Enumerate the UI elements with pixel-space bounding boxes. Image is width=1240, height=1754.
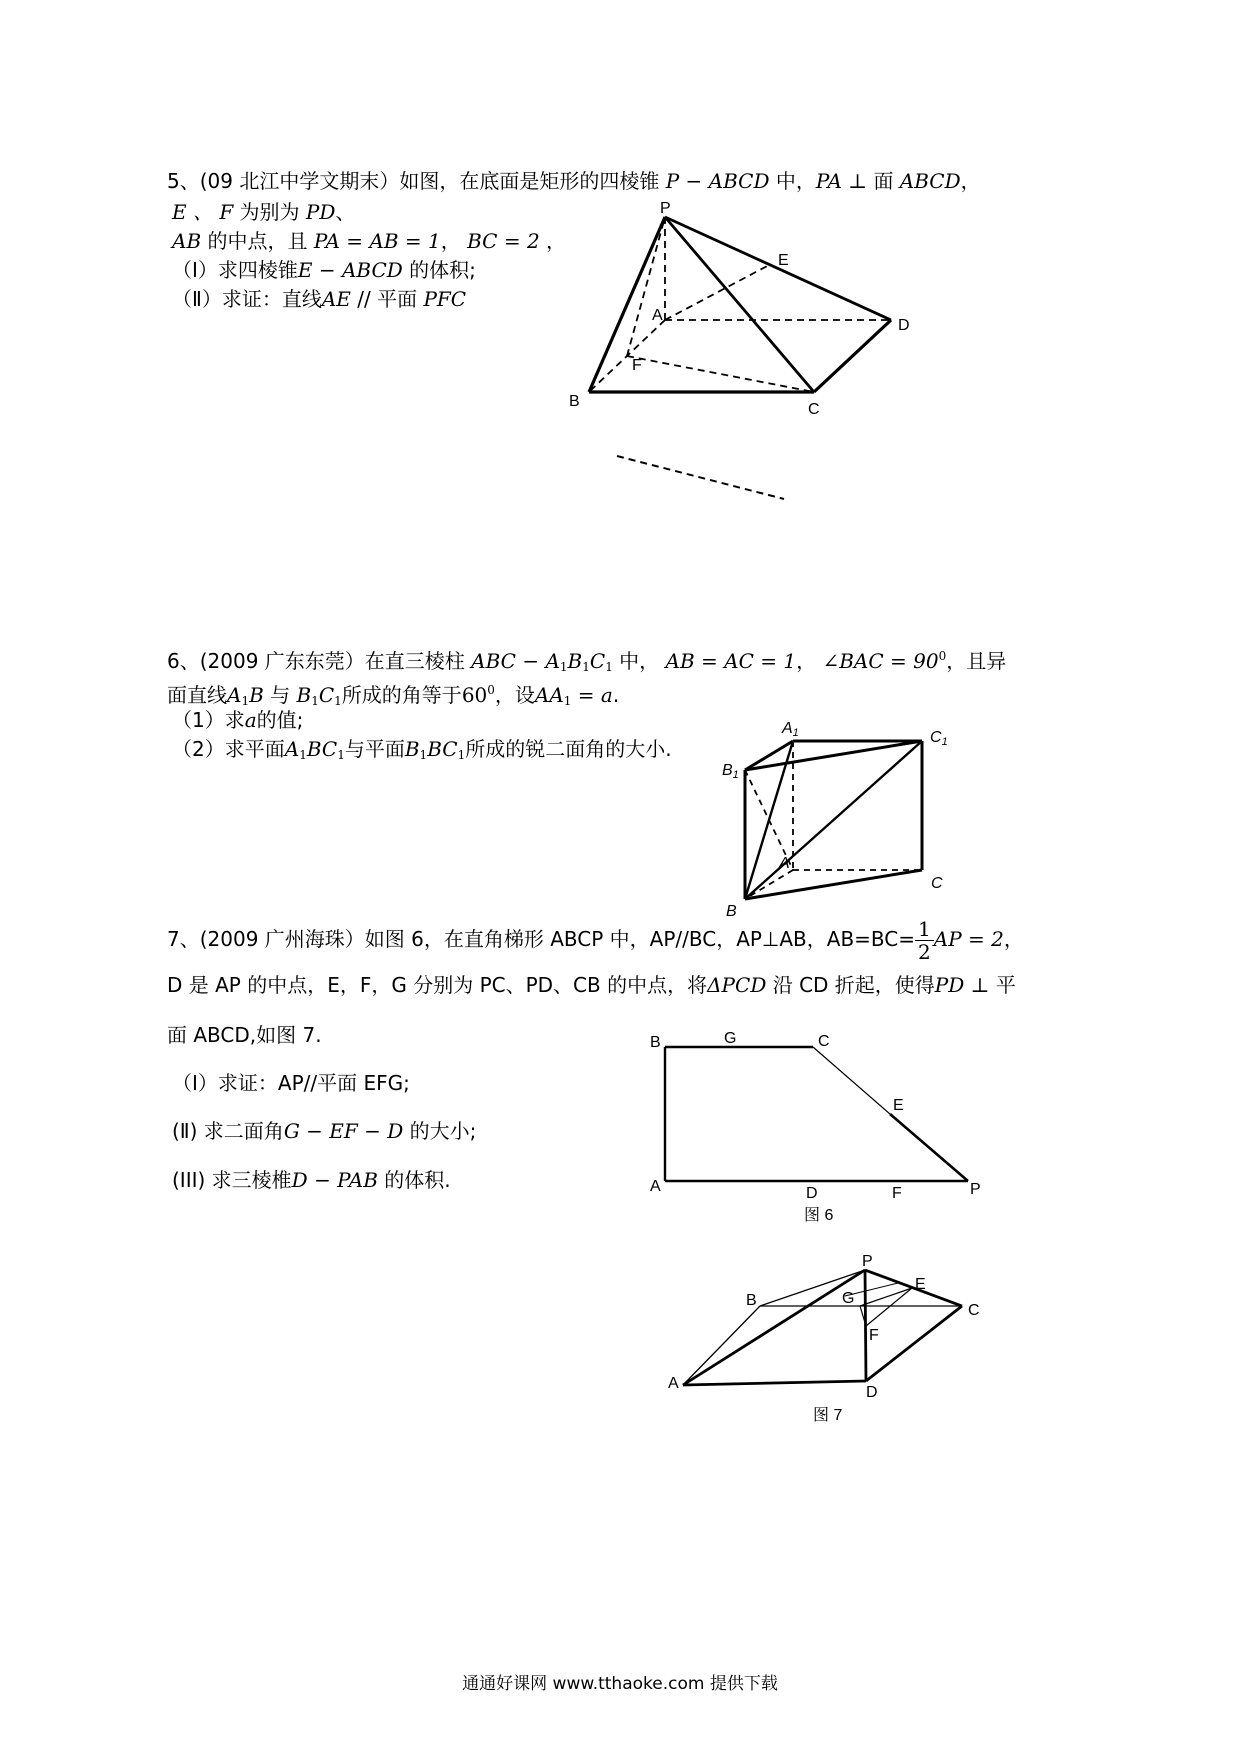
problem5-question1: （Ⅰ）求四棱锥E − ABCD 的体积; [172,258,476,282]
label-A: A [652,307,663,324]
label-B: B [650,1034,661,1051]
label-E: E [893,1097,904,1114]
problem6-question2: （2）求平面$A_1BC_1$与平面$B_1BC_1$所成的锐二面角的大小. [172,737,672,762]
pyramid-figure [569,200,910,499]
label-P: P [970,1181,981,1198]
label-F: F [892,1185,902,1202]
figure-6-caption: 图 6 [804,1207,834,1224]
label-E: E [915,1276,926,1293]
label-C: C [968,1302,980,1319]
prism-figure [722,720,948,920]
problem7-line3: 面 ABCD,如图 7. [167,1023,322,1047]
problem7-question3: (III) 求三棱椎D − PAB 的体积. [172,1168,451,1192]
edge-AP [683,1270,865,1385]
edge-EP [890,1114,968,1181]
edge-AB [683,1306,760,1385]
label-E: E [778,252,789,269]
problem7-line2: D 是 AP 的中点，E，F，G 分别为 PC、PD、CB 的中点，将ΔPCD 沿 CD 折起，使得PD ⊥ 平 [167,973,1016,997]
label-C1: C1 [930,729,948,748]
problem5-line2: E 、 F 为别为 PD、 [172,200,356,224]
label-B1: B1 [722,762,739,781]
label-F: F [632,357,642,374]
segment-AE-hidden [665,264,771,320]
label-A: A [779,855,790,872]
problem5-line3: AB 的中点，且 PA = AB = 1， BC = 2 ， [172,229,567,253]
label-P: P [862,1253,873,1270]
problem6-question1: （1）求a的值; [172,708,304,732]
edge-PB [589,217,665,392]
label-A: A [650,1178,661,1195]
pyramid-name: P − ABCD [665,169,770,193]
problem6-line1: 6、(2009 广东东莞）在直三棱柱 ABC − $A_1B_1C_1$ 中， AB = AC = 1， ∠BAC = $90^0$，且异 [167,649,1007,674]
segment-FC-hidden [627,356,814,392]
figure-7-caption: 图 7 [813,1407,843,1424]
label-A: A [668,1375,679,1392]
label-D: D [866,1384,878,1401]
label-D: D [898,317,910,334]
label-B: B [746,1292,757,1309]
label-C: C [808,401,820,418]
problem7-question1: （Ⅰ）求证：AP//平面 EFG; [172,1071,410,1095]
label-B: B [569,393,580,410]
problem7-question2: (Ⅱ) 求二面角G − EF − D 的大小; [172,1119,477,1143]
problem5-question2: （Ⅱ）求证：直线AE // 平面 PFC [172,287,467,311]
folded-figure-7 [668,1253,980,1424]
segment-FE [866,1288,912,1326]
page-footer: 通通好课网 www.tthaoke.com 提供下载 [462,1674,778,1694]
label-A1: A1 [782,720,799,739]
edge-PC [665,217,814,392]
label-G: G [724,1030,737,1047]
edge-CE [813,1047,890,1114]
label-D: D [806,1185,818,1202]
edge-AD [683,1381,866,1385]
label-P: P [660,200,671,217]
problem6-line2: 面直线$A_1B$ 与 $B_1C_1$所成的角等于$60^0$，设$AA_1 = a$. [167,683,620,708]
label-C: C [818,1033,830,1050]
fraction-one-half: $\frac{1}{2}$ [915,918,934,963]
trapezoid-figure-6 [650,1030,981,1224]
label-F: F [869,1327,879,1344]
segment-PF-hidden [627,217,665,356]
problem7-line1: 7、(2009 广州海珠）如图 6，在直角梯形 ABCP 中，AP//BC，AP⊥AB，AB=BC= $\frac{1}{2}$ AP = 2， [167,917,1024,964]
edge-CD [814,320,891,392]
stray-dashed-line [617,456,784,499]
label-G: G [842,1290,855,1307]
label-C: C [931,875,943,892]
problem5-line1: 5、(09 北江中学文期末）如图，在底面是矩形的四棱锥 P − ABCD 中，PA ⊥ 面 ABCD， [167,169,981,193]
edge-DC [866,1306,962,1381]
label-B: B [726,903,737,920]
